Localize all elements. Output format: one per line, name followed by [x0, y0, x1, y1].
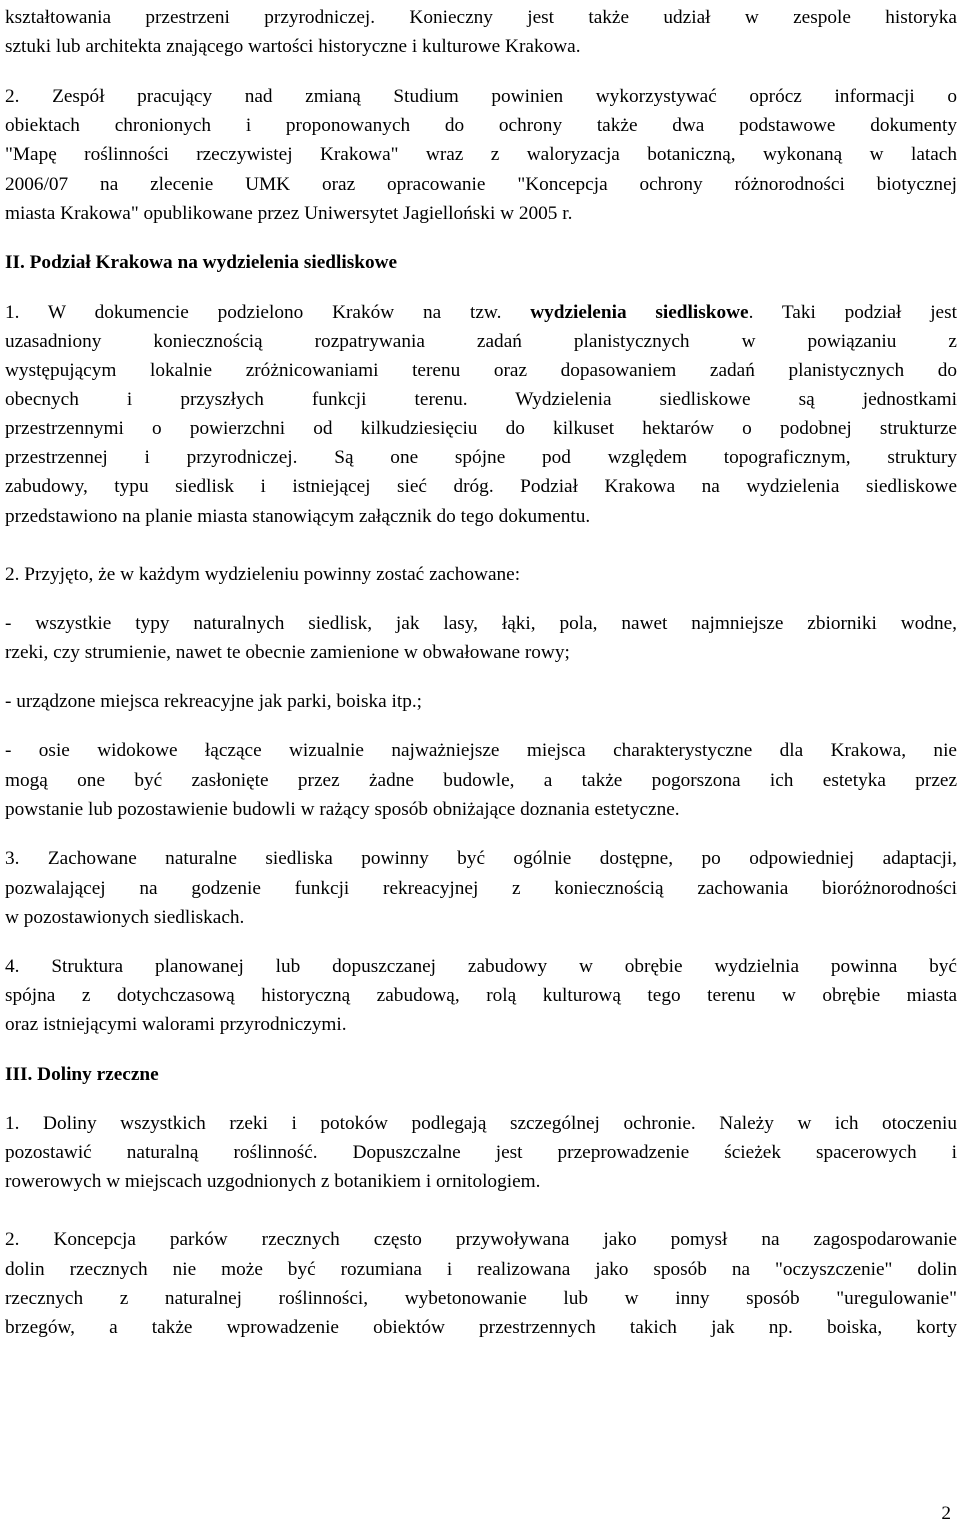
page-number: 2 — [941, 1503, 951, 1524]
text-line: dolin rzecznych nie może być rozumiana i realizowana jako sposób na "oczyszczenie" dolin — [5, 1259, 957, 1280]
section-heading: III. Doliny rzeczne — [5, 1064, 159, 1085]
text-line: brzegów, a także wprowadzenie obiektów przestrzennych takich jak np. boiska, korty — [5, 1317, 957, 1338]
text-line: oraz istniejącymi walorami przyrodniczymi. — [5, 1014, 347, 1035]
text-line: rzeki, czy strumienie, nawet te obecnie zamienione w obwałowane rowy; — [5, 642, 570, 663]
text-line: obecnych i przyszłych funkcji terenu. Wydzielenia siedliskowe są jednostkami — [5, 389, 957, 410]
bold-term: wydzielenia siedliskowe — [530, 302, 749, 323]
text-line: 1. Doliny wszystkich rzeki i potoków podlegają szczególnej ochronie. Należy w ich otoczeniu — [5, 1113, 957, 1134]
text-run: 1. W dokumencie podzielono Kraków na tzw. — [5, 302, 531, 323]
text-line: spójna z dotychczasową historyczną zabudową, rolą kulturową tego terenu w obrębie miasta — [5, 985, 957, 1006]
text-line: 2006/07 na zlecenie UMK oraz opracowanie "Koncepcja ochrony różnorodności biotycznej — [5, 174, 957, 195]
text-line: - wszystkie typy naturalnych siedlisk, jak lasy, łąki, pola, nawet najmniejsze zbiorniki wodne, — [5, 613, 957, 634]
text-line: przedstawiono na planie miasta stanowiącym załącznik do tego dokumentu. — [5, 506, 591, 527]
text-line: przestrzennymi o powierzchni od kilkudziesięciu do kilkuset hektarów o podobnej strukturze — [5, 418, 957, 439]
text-line: miasta Krakowa" opublikowane przez Uniwersytet Jagielloński w 2005 r. — [5, 203, 573, 224]
text-run: . Taki podział jest — [748, 302, 957, 323]
text-line: pozostawić naturalną roślinność. Dopuszczalne jest przeprowadzenie ścieżek spacerowych i — [5, 1142, 957, 1163]
text-line: rzecznych z naturalnej roślinności, wybetonowanie lub w inny sposób "uregulowanie" — [5, 1288, 957, 1309]
section-heading: II. Podział Krakowa na wydzielenia siedliskowe — [5, 252, 398, 273]
text-line: pozwalającej na godzenie funkcji rekreacyjnej z koniecznością zachowania bioróżnorodności — [5, 878, 957, 899]
text-line: 2. Zespół pracujący nad zmianą Studium powinien wykorzystywać oprócz informacji o — [5, 86, 957, 107]
text-line: rowerowych w miejscach uzgodnionych z botanikiem i ornitologiem. — [5, 1171, 541, 1192]
text-line: mogą one być zasłonięte przez żadne budowle, a także pogorszona ich estetyka przez — [5, 770, 957, 791]
text-line: 4. Struktura planowanej lub dopuszczanej zabudowy w obrębie wydzielnia powinna być — [5, 956, 957, 977]
text-line: 2. Koncepcja parków rzecznych często przywoływana jako pomysł na zagospodarowanie — [5, 1229, 957, 1250]
text-line: sztuki lub architekta znającego wartości historyczne i kulturowe Krakowa. — [5, 36, 581, 57]
text-line: w pozostawionych siedliskach. — [5, 907, 245, 928]
text-line: występującym lokalnie zróżnicowaniami terenu oraz dopasowaniem zadań planistycznych do — [5, 360, 957, 381]
text-line: - urządzone miejsca rekreacyjne jak parki, boiska itp.; — [5, 691, 423, 712]
text-line — [5, 298, 957, 327]
text-line: - osie widokowe łączące wizualnie najważniejsze miejsca charakterystyczne dla Krakowa, nie — [5, 740, 957, 761]
text-line: 2. Przyjęto, że w każdym wydzieleniu powinny zostać zachowane: — [5, 564, 521, 585]
text-line: obiektach chronionych i proponowanych do ochrony także dwa podstawowe dokumenty — [5, 115, 957, 136]
text-line: przestrzennej i przyrodniczej. Są one spójne pod względem topograficznym, struktury — [5, 447, 957, 468]
text-line: uzasadniony koniecznością rozpatrywania zadań planistycznych w powiązaniu z — [5, 331, 957, 352]
text-line: kształtowania przestrzeni przyrodniczej. Konieczny jest także udział w zespole historyka — [5, 7, 957, 28]
text-line: "Mapę roślinności rzeczywistej Krakowa" wraz z waloryzacja botaniczną, wykonaną w latach — [5, 144, 957, 165]
text-line: 3. Zachowane naturalne siedliska powinny być ogólnie dostępne, po odpowiedniej adaptacji, — [5, 848, 957, 869]
text-line: powstanie lub pozostawienie budowli w rażący sposób obniżające doznania estetyczne. — [5, 799, 680, 820]
text-line: zabudowy, typu siedlisk i istniejącej sieć dróg. Podział Krakowa na wydzielenia siedliskowe — [5, 476, 957, 497]
